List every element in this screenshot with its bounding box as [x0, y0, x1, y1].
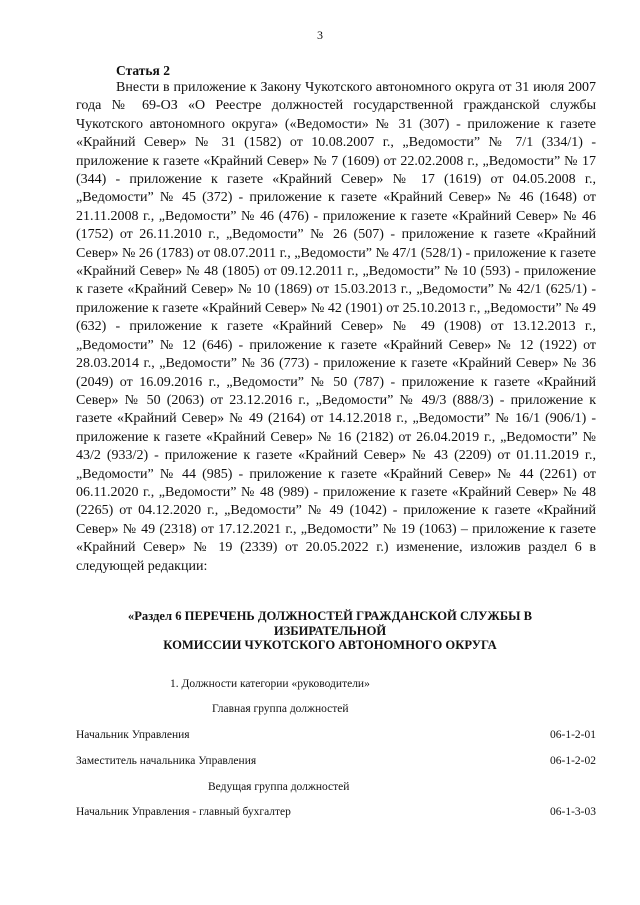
article-body-text: Внести в приложение к Закону Чукотского автономного округа от 31 июля 2007 года № 69-ОЗ «О Реестре должностей государственной гражданской службы Чукотского автономного округа» («Ведомости» № 31 (307) - приложение к газете «Крайний Север» № 31 (1582) от 10.08.2007 г., „Ведомости” № 7/1 (334/1) - приложение к газете «Крайний Север» № 7 (1609) от 22.02.2008 г., „Ведомости” № 17 (344) - приложение к газете «Крайний Север» № 17 (1619) от 04.05.2008 г., „Ведомости” № 45 (372) - приложение к газете «Крайний Север» № 46 (1648) от 21.11.2008 г., „Ведомости” № 46 (476) - приложение к газете «Крайний Север» № 46 (1752) от 26.11.2010 г., „Ведомости” № 26 (507) - приложение к газете «Крайний Север» № 26 (1783) от 08.07.2011 г., „Ведомости” № 47/1 (528/1) - приложение к газете «Крайний Север» № 48 (1805) от 09.12.2011 г., „Ведомости” № 10 (593) - приложение к газете «Крайний Север» № 10 (1869) от 15.03.2013 г., „Ведомости” № 42/1 (625/1) - приложение к газете «Крайний Север» № 42 (1901) от 25.10.2013 г., „Ведомости” № 49 (632) - приложение к газете «Крайний Север» № 49 (1908) от 13.12.2013 г., „Ведомости” № 12 (646) - приложение к газете «Крайний Север» № 12 (1922) от 28.03.2014 г., „Ведомости” № 36 (773) - приложение к газете «Крайний Север» № 36 (2049) от 16.09.2016 г., „Ведомости” № 50 (787) - приложение к газете «Крайний Север» № 50 (2063) от 23.12.2016 г., „Ведомости” № 49/3 (888/3) - приложение к газете «Крайний Север» № 49 (2164) от 14.12.2018 г., „Ведомости” № 16/1 (906/1) - приложение к газете «Крайний Север» № 16 (2182) от 26.04.2019 г., „Ведомости” № 43/2 (933/2) - приложение к газете «Крайний Север» № 43 (2209) от 01.11.2019 г., „Ведомости” № 44 (985) - приложение к газете «Крайний Север» № 44 (2261) от 06.11.2020 г., „Ведомости” № 48 (989) - приложение к газете «Крайний Север» № 48 (2265) от 04.12.2020 г., „Ведомости” № 49 (1042) - приложение к газете «Крайний Север» № 49 (2318) от 17.12.2021 г., „Ведомости” № 19 (1063) – приложение к газете «Крайний Север» № 19 (2339) от 20.05.2022 г.) изменение, изложив раздел 6 в следующей редакции:	[76, 80, 596, 574]
position-code: 06-1-2-02	[550, 755, 596, 767]
section-heading-line: ИЗБИРАТЕЛЬНОЙ	[273, 623, 387, 638]
page-number: 3	[317, 28, 323, 42]
position-row	[76, 806, 596, 818]
position-name: Начальник Управления	[76, 729, 190, 741]
position-row	[76, 729, 596, 741]
section-heading-line: «Раздел 6 ПЕРЕЧЕНЬ ДОЛЖНОСТЕЙ ГРАЖДАНСКОЙ СЛУЖБЫ В	[127, 609, 533, 623]
section-heading-line: КОМИССИИ ЧУКОТСКОГО АВТОНОМНОГО ОКРУГА	[163, 638, 497, 652]
position-code: 06-1-3-03	[550, 806, 596, 818]
position-name: Заместитель начальника Управления	[76, 755, 257, 767]
position-code: 06-1-2-01	[550, 729, 596, 741]
section-heading	[90, 609, 570, 653]
group-title: Ведущая группа должностей	[208, 781, 350, 793]
position-row	[76, 755, 596, 767]
position-name: Начальник Управления - главный бухгалтер	[76, 806, 291, 818]
category-title: 1. Должности категории «руководители»	[170, 678, 370, 690]
article-title: Статья 2	[116, 63, 170, 78]
group-title: Главная группа должностей	[212, 703, 349, 715]
